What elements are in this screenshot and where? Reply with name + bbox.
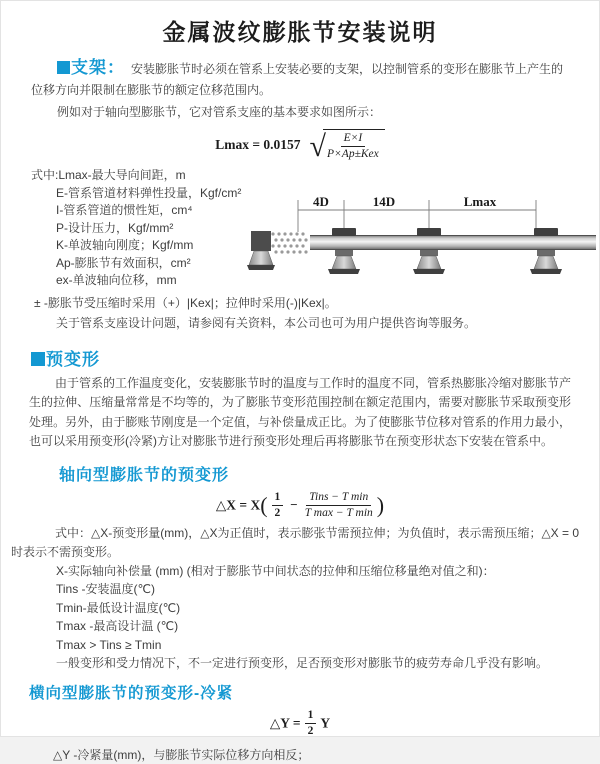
half-numerator: 1 (272, 491, 284, 506)
lateral-formula-rhs: Y (320, 715, 331, 730)
definition-line: I-管系管道的惯性矩，cm⁴ (56, 203, 193, 217)
half-fraction (272, 491, 284, 520)
lmax-fraction-numerator: E×I (341, 132, 366, 147)
lateral-formula-lhs: △Y = (269, 715, 301, 730)
anchor-support (247, 231, 275, 270)
dim-label-4d: 4D (313, 194, 329, 209)
section-bullet-icon (57, 61, 70, 74)
lmax-formula-lhs: Lmax = 0.0157 (215, 137, 301, 152)
definition-line: Ap-膨胀节有效面积，cm² (56, 255, 191, 270)
definition-line: P-设计压力，Kgf/mm² (56, 220, 174, 235)
lmax-fraction (327, 132, 379, 161)
lateral-definition-line: △Y -冷紧量(mm)，与膨胀节实际位移方向相反； (53, 747, 310, 762)
lmax-formula (1, 129, 599, 161)
definition-line: K-单波轴向刚度；Kgf/mm (56, 238, 194, 252)
sqrt-symbol (310, 129, 385, 161)
section-preform-label: 预变形 (46, 349, 100, 369)
radical-sign: √ (309, 130, 327, 163)
definitions-block (31, 167, 596, 290)
axial-definition-line: X-实际轴向补偿量 (mm) (相对于膨胀节中间状态的拉伸和压缩位移量绝对值之和)： (56, 563, 495, 578)
axial-definition-line: Tmax > Tins ≥ Tmin (56, 637, 162, 652)
minus-operator: − (290, 497, 298, 512)
half-denominator: 2 (274, 506, 281, 519)
axial-formula-lhs: △X = X (215, 497, 261, 512)
lateral-half-fraction (305, 709, 317, 738)
definition-line: E-管系管道材料弹性投量，Kgf/cm² (56, 185, 242, 200)
section-bullet-icon (31, 352, 45, 366)
axial-note-paragraph: 式中：△X-预变形量(mm)，△X为正值时，表示膨张节需预拉伸；为负值时，表示需预压缩；△X = 0时表示不需预变形。 (11, 525, 580, 559)
radicand (323, 129, 385, 161)
support-spacing-diagram (251, 195, 596, 287)
definition-line: ex-单波轴向位移，mm (56, 273, 177, 287)
support-intro-text: 安装膨胀节时必须在管系上安装必要的支架，以控制管系的变形在膨胀节上产生的位移方向并限制在膨胀节的额定位移范围内。 (31, 62, 564, 97)
temperature-fraction (305, 491, 373, 520)
dim-label-14d: 14D (372, 194, 396, 209)
axial-definition-line: Tmax -最高设计温 (℃) (56, 619, 179, 633)
support-example-line: 例如对于轴向型膨胀节，它对管系支座的基本要求如图所示： (57, 105, 382, 119)
pipe-support (530, 228, 562, 274)
section-preform-header (31, 345, 599, 370)
doc-title: 金属波纹膨胀节安装说明 (162, 19, 438, 45)
temp-fraction-denominator: T max − T min (304, 506, 373, 519)
temp-fraction-numerator: Tins − T min (306, 491, 371, 506)
lateral-numerator: 1 (305, 709, 317, 724)
section-support-label: 支架： (71, 58, 125, 77)
lateral-denominator: 2 (307, 724, 314, 737)
axial-definition-line: Tins -安装温度(℃) (56, 582, 156, 596)
open-paren: ( (260, 492, 268, 517)
lmax-fraction-denominator: P×Ap±Kex (327, 148, 379, 160)
pm-definition-line: ± -膨胀节受压缩时采用（+）|Kex|；拉伸时采用(-)|Kex|。 (34, 295, 337, 310)
close-paren: ) (376, 492, 385, 517)
support-intro-paragraph (31, 57, 569, 101)
pipe-support (328, 228, 360, 274)
lateral-subsection-header: 横向型膨胀节的预变形-冷紧 (29, 684, 234, 702)
preform-body-paragraph: 由于管系的工作温度变化，安装膨胀节时的温度与工作时的温度不同，管系热膨胀冷缩对膨胀节产生的拉伸、压缩量常常是不均等的，为了膨胀节变形范围控制在额定范围内，需要对膨胀节采取预变形处理。另外，由于膨账节刚度是一个定值，与补偿量成正比。为了使膨胀节位移对管系的作用力最小，也可以采用预变形(冷紧)方让对膨胀节进行预变形处理后再将膨胀节在预变形状态下安装在管系中。 (29, 375, 572, 448)
dim-label-lmax: Lmax (463, 194, 497, 209)
definition-line: 式中:Lmax-最大导向间距，m (31, 168, 186, 182)
support-note-line: 关于管系支座设计问题，请参阅有关资料，本公司也可为用户提供咨询等服务。 (56, 315, 477, 330)
axial-definition-line: Tmin-最低设计温度(℃) (56, 600, 181, 615)
axial-formula (1, 491, 599, 520)
lateral-formula (1, 709, 599, 738)
axial-subsection-header: 轴向型膨胀节的预变形 (59, 466, 230, 484)
pipe-support (413, 228, 445, 274)
axial-general-note: 一般变形和受力情况下，不一定进行预变形，足否预变形对膨胀节的疲劳寿命几乎没有影响。 (56, 656, 549, 670)
bellows-icon (270, 232, 310, 254)
